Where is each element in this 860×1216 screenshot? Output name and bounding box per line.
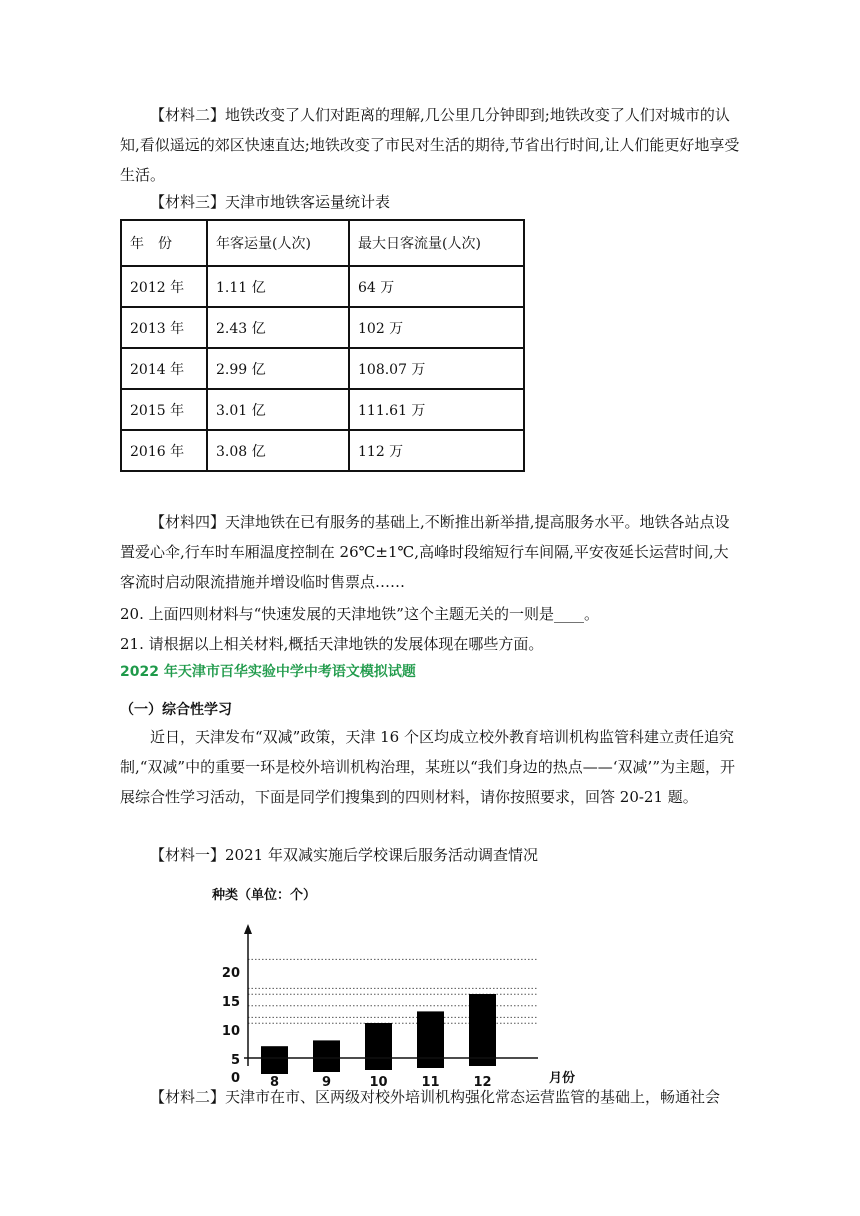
chart-x-axis-title: 月份	[549, 1071, 576, 1086]
chart-x-tick-label: 9	[321, 1075, 332, 1090]
chart-bar	[469, 994, 496, 1066]
section-intro-paragraph: 近日，天津发布“双减”政策，天津 16 个区均成立校外教育培训机构监管科建立责任追究制,“双减”中的重要一环是校外培训机构治理，某班以“我们身边的热点——‘双减’”为主题，开展综合性学习活动，下面是同学们搜集到的四则材料，请你按照要求，回答 20-21 题。	[120, 728, 735, 806]
table-cell: 111.61 万	[349, 389, 524, 430]
chart-y-tick-label: 20	[221, 966, 240, 981]
table-cell: 2.99 亿	[207, 348, 349, 389]
table-header-row	[121, 220, 524, 266]
chart-bar	[417, 1011, 444, 1068]
after-school-activities-bar-chart	[200, 880, 600, 1090]
chart-y-tick-label: 5	[230, 1053, 240, 1068]
chart-y-tick-label: 15	[221, 995, 240, 1010]
chart-x-tick-label: 10	[369, 1075, 388, 1090]
table-row	[121, 430, 524, 471]
exam-title: 2022 年天津市百华实验中学中考语文模拟试题	[120, 664, 416, 680]
material3-caption: 【材料三】天津市地铁客运量统计表	[150, 193, 391, 211]
table-row	[121, 307, 524, 348]
subway-statistics-table	[120, 219, 525, 472]
table-cell: 2.43 亿	[207, 307, 349, 348]
table-cell: 3.08 亿	[207, 430, 349, 471]
table-row	[121, 389, 524, 430]
table-header-max-daily: 最大日客流量(人次)	[349, 220, 524, 266]
chart-y-tick-label: 10	[221, 1024, 240, 1039]
chart-x-tick-label: 12	[473, 1075, 492, 1090]
chart-bar	[261, 1046, 288, 1074]
table-cell: 64 万	[349, 266, 524, 307]
table-cell: 2016 年	[121, 430, 207, 471]
table-row	[121, 266, 524, 307]
table-cell: 2012 年	[121, 266, 207, 307]
chart-x-tick-label: 8	[269, 1075, 280, 1090]
chart-tick-labels	[222, 966, 240, 1086]
question-21: 21. 请根据以上相关材料,概括天津地铁的发展体现在哪些方面。	[120, 635, 544, 653]
table-header-annual-volume: 年客运量(人次)	[207, 220, 349, 266]
table-cell: 108.07 万	[349, 348, 524, 389]
chart-bar	[365, 1023, 392, 1070]
table-cell: 102 万	[349, 307, 524, 348]
table-header-year: 年 份	[121, 220, 207, 266]
chart-x-tick-label: 11	[421, 1075, 440, 1090]
question-20: 20. 上面四则材料与“快速发展的天津地铁”这个主题无关的一则是____。	[120, 605, 599, 623]
chart-y-axis-arrow	[244, 924, 252, 934]
table-cell: 2013 年	[121, 307, 207, 348]
table-cell: 112 万	[349, 430, 524, 471]
material2-paragraph: 【材料二】地铁改变了人们对距离的理解,几公里几分钟即到;地铁改变了人们对城市的认知,看似遥远的郊区快速直达;地铁改变了市民对生活的期待,节省出行时间,让人们能更好地享受生活。	[120, 106, 740, 184]
chart-bar	[313, 1040, 340, 1072]
chart-y-axis-title: 种类（单位：个）	[212, 888, 317, 903]
table-cell: 2014 年	[121, 348, 207, 389]
material4-paragraph: 【材料四】天津地铁在已有服务的基础上,不断推出新举措,提高服务水平。地铁各站点设置爱心伞,行车时车厢温度控制在 26℃±1℃,高峰时段缩短行车间隔,平安夜延长运营时间,大客流时启动限流措施并增设临时售票点……	[120, 513, 730, 591]
table-cell: 2015 年	[121, 389, 207, 430]
material2-bottom-line: 【材料二】天津市在市、区两级对校外培训机构强化常态运营监管的基础上，畅通社会	[150, 1088, 721, 1106]
table-cell: 3.01 亿	[207, 389, 349, 430]
table-cell: 1.11 亿	[207, 266, 349, 307]
table-row	[121, 348, 524, 389]
section-title: （一）综合性学习	[120, 702, 232, 718]
chart-y-tick-label: 0	[230, 1071, 240, 1086]
material1-caption: 【材料一】2021 年双减实施后学校课后服务活动调查情况	[150, 846, 538, 864]
